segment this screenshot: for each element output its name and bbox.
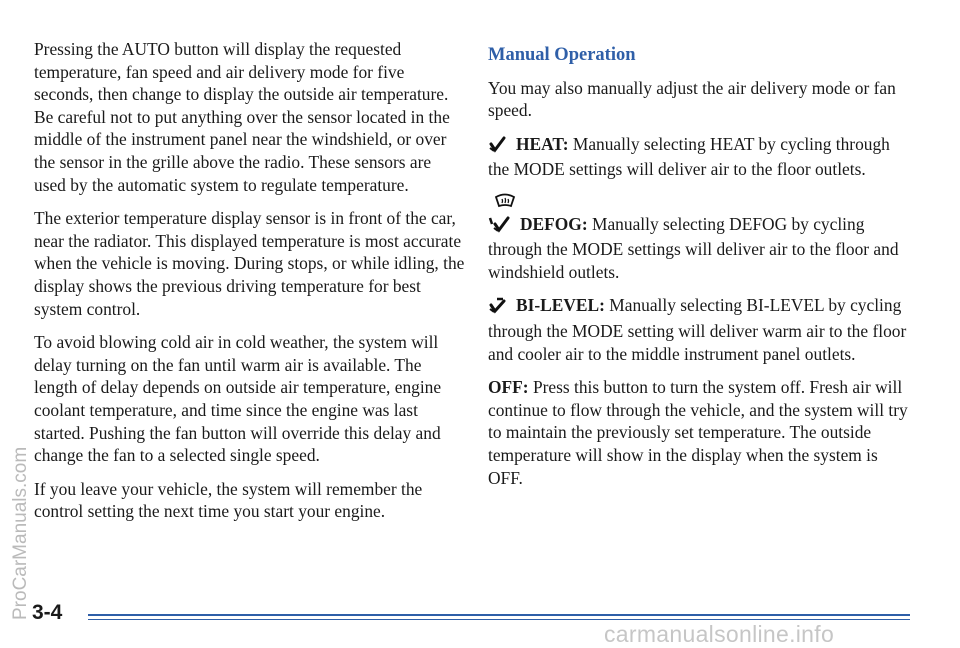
mode-defog-term: DEFOG: [520,213,588,234]
footer-rule-thin [88,619,910,620]
mode-off-term: OFF: [488,377,529,398]
right-column [488,44,908,500]
mode-heat-text: Manually selecting HEAT by cycling through the MODE settings will deliver air to the floor outlets. [488,133,890,180]
mode-bilevel [488,294,908,365]
heat-mode-icon [488,135,508,159]
mode-defog-text: Manually selecting DEFOG by cycling through the MODE settings will deliver air to the floor and windshield outlets. [488,213,899,282]
mode-off [488,376,908,489]
paragraph-manual-intro: You may also manually adjust the air delivery mode or fan speed. [488,77,896,121]
bilevel-mode-icon [488,296,508,320]
windshield-icon [494,192,908,215]
defog-mode-icon [488,215,512,239]
footer-rule-thick [88,614,910,616]
left-column [34,38,466,534]
mode-defog [488,192,908,283]
mode-off-text: Press this button to turn the system off. Fresh air will continue to flow through the vehicle, and the system will try to maintain the previously set temperature. The outside temperature will show in the display when the system is OFF. [488,377,908,488]
paragraph-memory: If you leave your vehicle, the system will remember the control setting the next time you start your engine. [34,478,423,522]
mode-bilevel-term: BI-LEVEL: [516,295,605,316]
section-heading: Manual Operation [488,45,636,65]
paragraph-auto-button: Pressing the AUTO button will display the requested temperature, fan speed and air delivery mode for five seconds, then change to display the outside air temperature. Be careful not to put anything over the sensor located in the middle of the instrument panel near the windshield, or over the sensor in the grille above the radio. These sensors are used by the automatic system to regulate temperature. [34,39,450,195]
mode-heat-term: HEAT: [516,133,569,154]
mode-bilevel-text: Manually selecting BI-LEVEL by cycling through the MODE setting will deliver warm air to the floor and cooler air to the middle instrument panel outlets. [488,295,907,364]
side-watermark: ProCarManuals.com [10,446,31,620]
paragraph-exterior-sensor: The exterior temperature display sensor is in front of the car, near the radiator. This displayed temperature is most accurate when the vehicle is moving. During stops, or while idling, the display shows the previous driving temperature for best system control. [34,208,465,319]
page-number: 3-4 [32,601,63,624]
mode-heat [488,133,908,181]
bottom-watermark: carmanualsonline.info [604,621,835,647]
paragraph-fan-delay: To avoid blowing cold air in cold weather, the system will delay turning on the fan until warm air is available. The length of delay depends on outside air temperature, engine coolant temperature, and time since the engine was last started. Pushing the fan button will override this delay and change the fan to a selected single speed. [34,332,442,466]
